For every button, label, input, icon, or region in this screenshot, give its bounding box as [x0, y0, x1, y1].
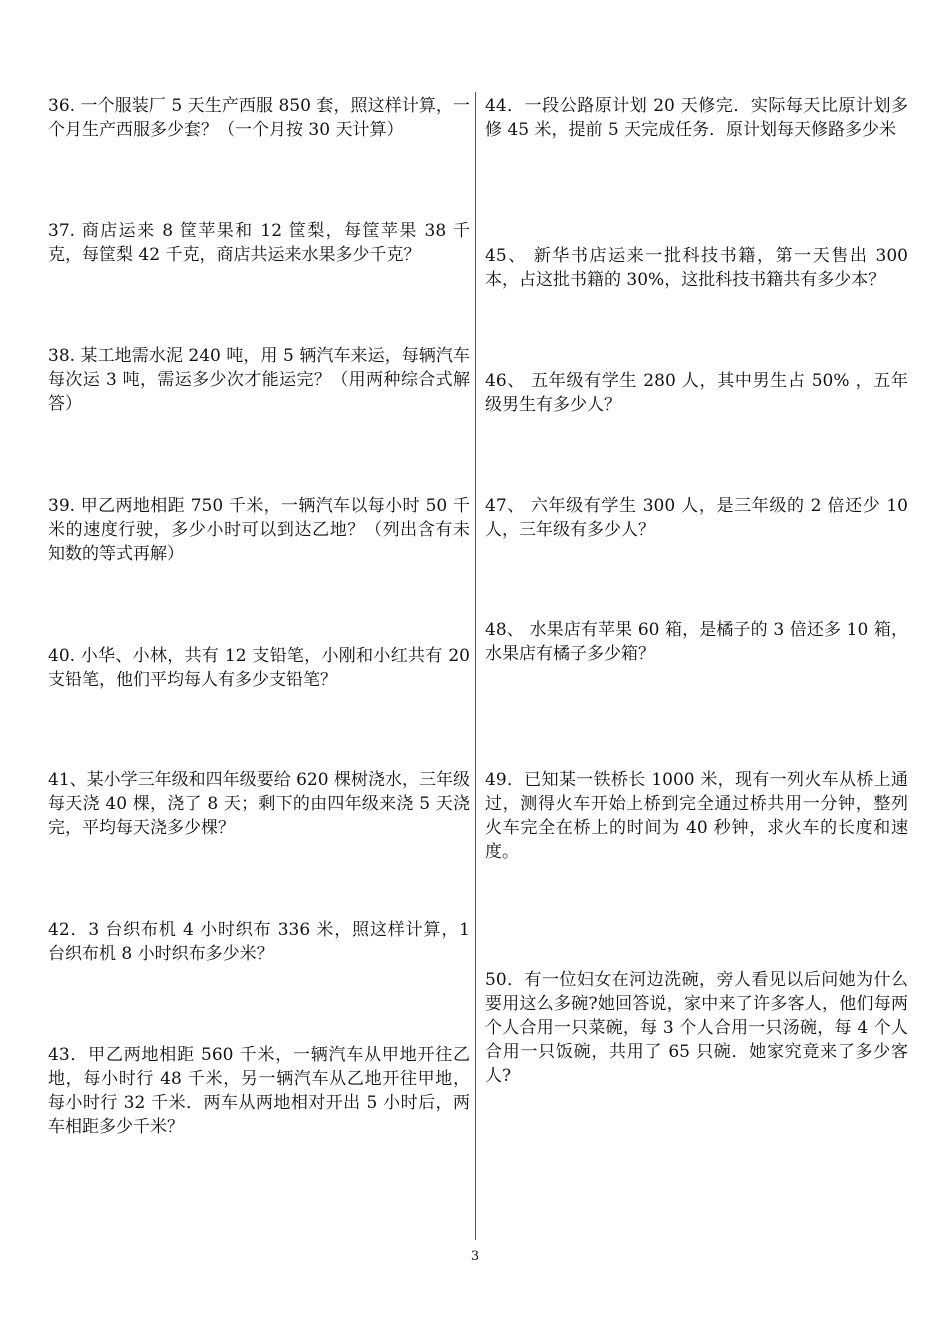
page-number: 3: [470, 1249, 480, 1264]
problem-45: 45、 新华书店运来一批科技书籍，第一天售出 300 本，占这批书籍的 30%，这批科技书籍共有多少本？: [485, 246, 908, 290]
problem-44: 44．一段公路原计划 20 天修完．实际每天比原计划多修 45 米，提前 5 天完成任务．原计划每天修路多少米: [485, 96, 908, 140]
problem-42: 42．3 台织布机 4 小时织布 336 米，照这样计算，1 台织布机 8 小时织布多少米？: [48, 920, 470, 964]
column-divider: [475, 92, 476, 1240]
problem-39: 39. 甲乙两地相距 750 千米，一辆汽车以每小时 50 千米的速度行驶，多少小时可以到达乙地？（列出含有未知数的等式再解）: [48, 496, 470, 564]
problem-38: 38. 某工地需水泥 240 吨，用 5 辆汽车来运，每辆汽车每次运 3 吨，需运多少次才能运完？（用两种综合式解答）: [48, 346, 470, 414]
problem-48: 48、 水果店有苹果 60 箱，是橘子的 3 倍还多 10 箱，水果店有橘子多少箱？: [485, 620, 908, 664]
problem-36: 36. 一个服装厂 5 天生产西服 850 套，照这样计算，一个月生产西服多少套？（一个月按 30 天计算）: [48, 96, 470, 140]
problem-50: 50．有一位妇女在河边洗碗，旁人看见以后问她为什么要用这么多碗?她回答说，家中来了许多客人，他们每两个人合用一只菜碗，每 3 个人合用一只汤碗，每 4 个人合用一只饭碗，共用了 65 只碗．她家究竟来了多少客人?: [485, 970, 908, 1086]
problem-41: 41、某小学三年级和四年级要给 620 棵树浇水，三年级每天浇 40 棵，浇了 8 天；剩下的由四年级来浇 5 天浇完，平均每天浇多少棵？: [48, 770, 470, 838]
problem-46: 46、 五年级有学生 280 人，其中男生占 50% ，五年级男生有多少人？: [485, 371, 908, 415]
problem-37: 37. 商店运来 8 筐苹果和 12 筐梨，每筐苹果 38 千克，每筐梨 42 千克，商店共运来水果多少千克？: [48, 221, 470, 265]
problem-47: 47、 六年级有学生 300 人，是三年级的 2 倍还少 10 人，三年级有多少人？: [485, 496, 908, 540]
problem-49: 49．已知某一铁桥长 1000 米，现有一列火车从桥上通过，测得火车开始上桥到完全通过桥共用一分钟，整列火车完全在桥上的时间为 40 秒钟，求火车的长度和速度。: [485, 770, 908, 862]
problem-40: 40. 小华、小林，共有 12 支铅笔，小刚和小红共有 20 支铅笔，他们平均每人有多少支铅笔？: [48, 646, 470, 690]
problem-43: 43．甲乙两地相距 560 千米，一辆汽车从甲地开往乙地，每小时行 48 千米，另一辆汽车从乙地开往甲地，每小时行 32 千米．两车从两地相对开出 5 小时后，两车相距多少千米？: [48, 1045, 470, 1137]
